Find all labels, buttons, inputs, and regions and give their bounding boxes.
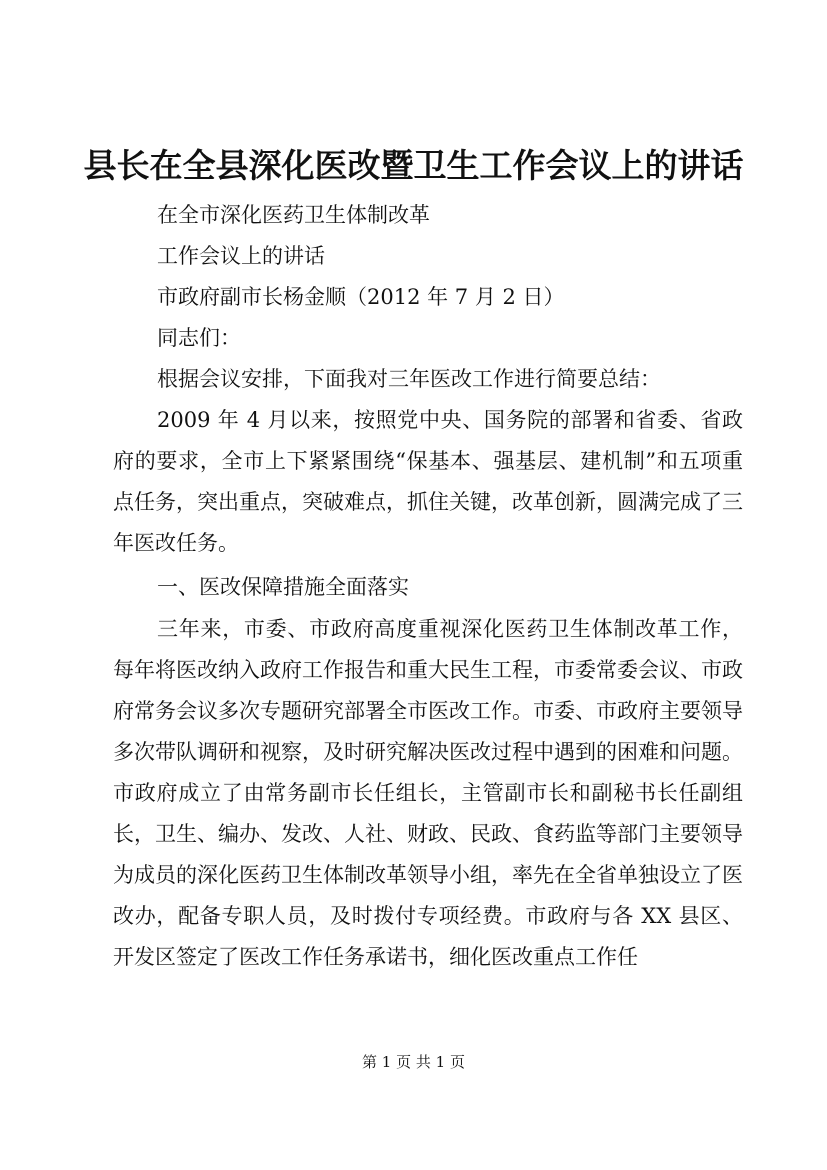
paragraph-1: 2009 年 4 月以来，按照党中央、国务院的部署和省委、省政府的要求，全市上下紧紧围绕“保基本、强基层、建机制”和五项重点任务，突出重点，突破难点，抓住关键，改革创新，圆满完成了三年医改任务。 — [113, 408, 743, 555]
paragraph-2-block — [113, 609, 743, 978]
salutation: 同志们： — [157, 326, 241, 350]
paragraph-1-block — [113, 400, 743, 564]
speaker-line: 市政府副市长杨金顺（2012 年 7 月 2 日） — [157, 285, 565, 309]
intro-line: 根据会议安排，下面我对三年医改工作进行简要总结： — [157, 367, 661, 391]
section-1-heading: 一、医改保障措施全面落实 — [157, 575, 409, 599]
page-footer: 第 1 页 共 1 页 — [362, 1053, 465, 1071]
subtitle-line-1: 在全市深化医药卫生体制改革 — [157, 203, 430, 227]
paragraph-2: 三年来，市委、市政府高度重视深化医药卫生体制改革工作，每年将医改纳入政府工作报告和重大民生工程，市委常委会议、市政府常务会议多次专题研究部署全市医改工作。市委、市政府主要领导多次带队调研和视察，及时研究解决医改过程中遇到的困难和问题。市政府成立了由常务副市长任组长，主管副市长和副秘书长任副组长，卫生、编办、发改、人社、财政、民政、食药监等部门主要领导为成员的深化医药卫生体制改革领导小组，率先在全省单独设立了医改办，配备专职人员，及时拨付专项经费。市政府与各 XX 县区、开发区签定了医改工作任务承诺书，细化医改重点工作任 — [113, 617, 743, 969]
document-title: 县长在全县深化医改暨卫生工作会议上的讲话 — [83, 146, 744, 185]
subtitle-line-2: 工作会议上的讲话 — [157, 244, 325, 268]
